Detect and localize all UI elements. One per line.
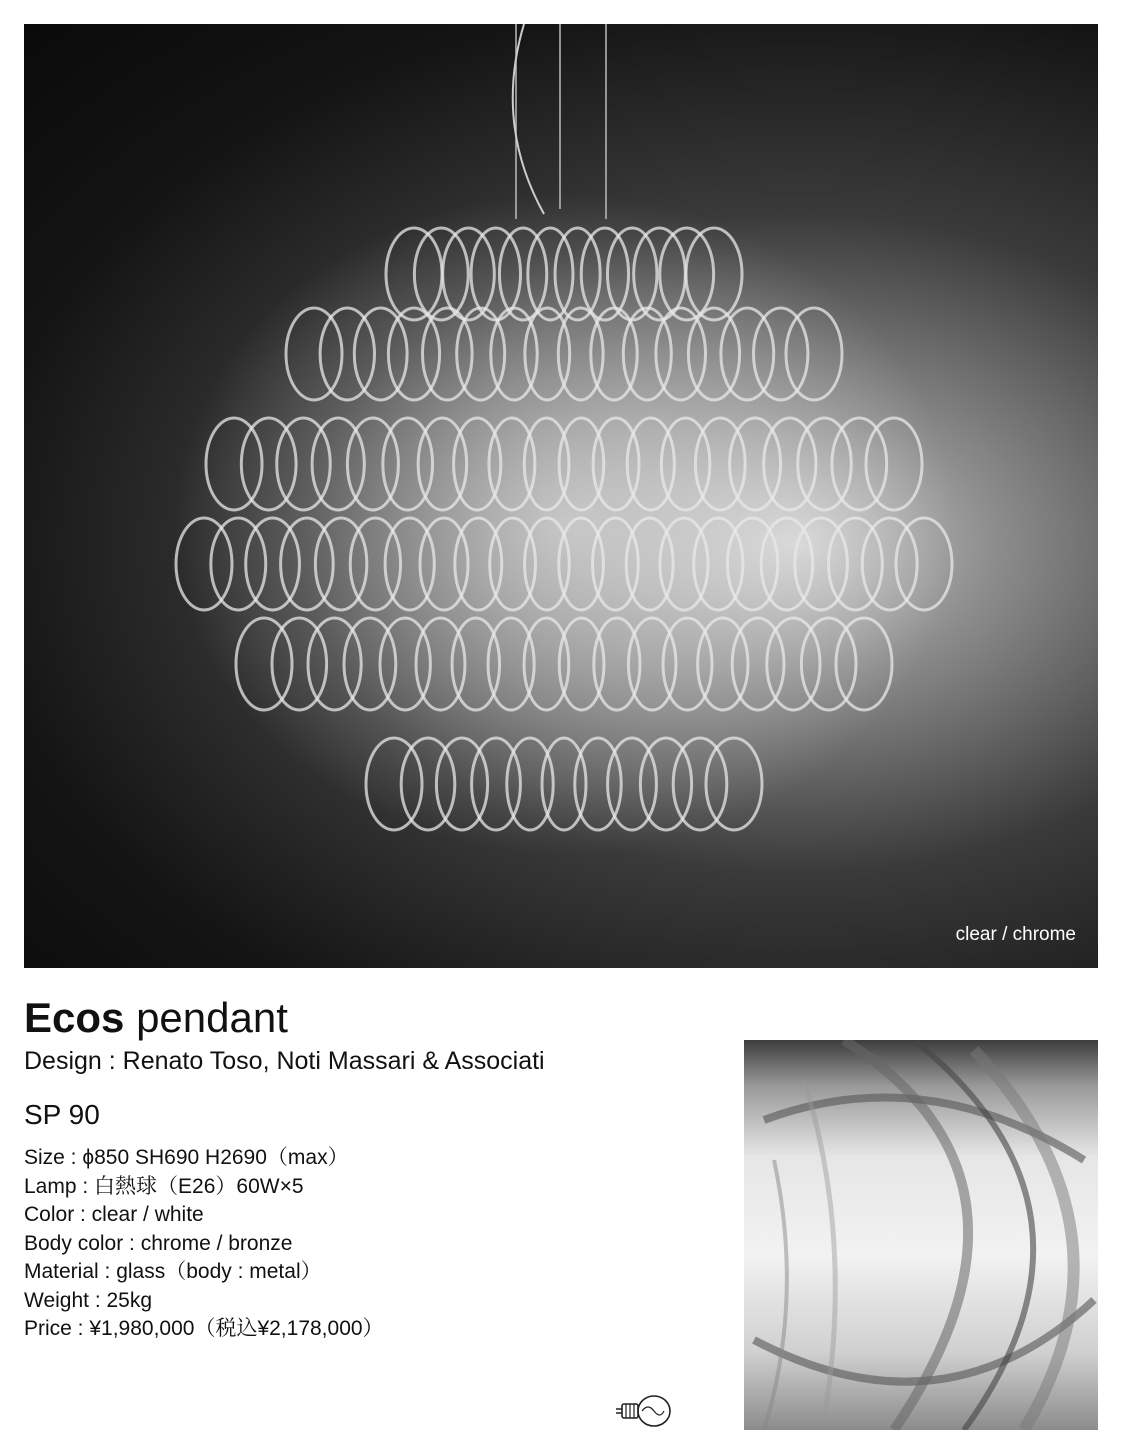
- chandelier-illustration: [24, 24, 1098, 968]
- spec-size: Size : ϕ850 SH690 H2690（max）: [24, 1146, 349, 1169]
- finish-caption: clear / chrome: [955, 924, 1076, 945]
- designer-credit: Design : Renato Toso, Noti Massari & Associati: [24, 1047, 545, 1075]
- product-title: [24, 992, 288, 1044]
- spec-lamp: Lamp : 白熱球（E26）60W×5: [24, 1174, 304, 1198]
- product-photo: [24, 24, 1098, 968]
- glass-ring-detail: [744, 1040, 1098, 1430]
- spec-body-color: Body color : chrome / bronze: [24, 1231, 293, 1255]
- spec-weight: Weight : 25kg: [24, 1288, 153, 1312]
- product-name: Ecos: [24, 994, 125, 1041]
- detail-photo: [744, 1040, 1098, 1430]
- product-type: pendant: [136, 994, 288, 1041]
- spec-list: [24, 1144, 384, 1344]
- spec-price: Price : ¥1,980,000（税込¥2,178,000）: [24, 1317, 384, 1340]
- model-number: SP 90: [24, 1099, 100, 1130]
- light-bulb-icon: [612, 1393, 674, 1429]
- spec-material: Material : glass（body : metal）: [24, 1260, 322, 1283]
- spec-color: Color : clear / white: [24, 1203, 204, 1226]
